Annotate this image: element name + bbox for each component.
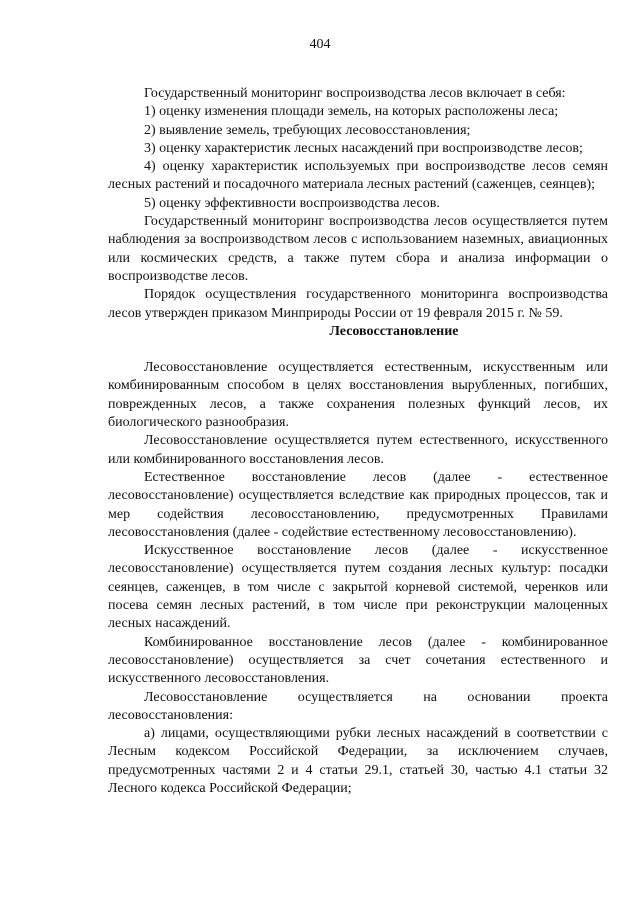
- list-item: а) лицами, осуществляющими рубки лесных насаждений в соответствии с Лесным кодексом Российской Федерации, за исключением случаев, предусмотренных частями 2 и 4 статьи 29.1, статьей 30, частью 4.1 статьи 32 Лесного кодекса Российской Федерации;: [108, 726, 608, 796]
- list-item: 1) оценку изменения площади земель, на которых расположены леса;: [144, 104, 559, 120]
- paragraph: Порядок осуществления государственного мониторинга воспроизводства лесов утвержден приказом Минприроды России от 19 февраля 2015 г. № 59.: [108, 287, 608, 321]
- paragraph: Естественное восстановление лесов (далее - естественное лесовосстановление) осуществляется вследствие как природных процессов, так и мер содействия лесовосстановлению, предусмотренных Правилами лесовосстановления (далее - содействие естественному лесовосстановлению).: [108, 469, 608, 540]
- paragraph: Лесовосстановление осуществляется естественным, искусственным или комбинированным способом в целях восстановления вырубленных, погибших, поврежденных лесов, а также сохранения полезных функций лесов, их биологического разнообразия.: [108, 360, 608, 431]
- list-item: 5) оценку эффективности воспроизводства лесов.: [144, 195, 440, 211]
- page-number: 404: [309, 37, 331, 52]
- paragraph: Лесовосстановление осуществляется путем естественного, искусственного или комбинированного восстановления лесов.: [108, 433, 608, 467]
- paragraph: Лесовосстановление осуществляется на основании проекта лесовосстановления:: [108, 689, 608, 723]
- list-item: 2) выявление земель, требующих лесовосстановления;: [144, 122, 471, 138]
- section-heading: Лесовосстановление: [329, 323, 459, 339]
- paragraph: Искусственное восстановление лесов (далее - искусственное лесовосстановление) осуществляется путем создания лесных культур: посадки сеянцев, саженцев, в том числе с закрытой корневой системой, черенков или посева семян лесных растений, в том числе при реконструкции малоценных лесных насаждений.: [108, 543, 608, 632]
- paragraph: Комбинированное восстановление лесов (далее - комбинированное лесовосстановление) осуществляется за счет сочетания естественного и искусственного лесовосстановления.: [108, 634, 608, 687]
- list-item: 4) оценку характеристик используемых при воспроизводстве лесов семян лесных растений и посадочного материала лесных растений (саженцев, сеянцев);: [108, 159, 608, 193]
- list-item: 3) оценку характеристик лесных насаждений при воспроизводстве лесов;: [144, 140, 583, 156]
- paragraph: Государственный мониторинг воспроизводства лесов осуществляется путем наблюдения за воспроизводством лесов с использованием наземных, авиационных или космических средств, а также путем сбора и анализа информации о воспроизводстве лесов.: [108, 214, 608, 284]
- document-body: [108, 85, 608, 798]
- paragraph: Государственный мониторинг воспроизводства лесов включает в себя:: [144, 86, 566, 101]
